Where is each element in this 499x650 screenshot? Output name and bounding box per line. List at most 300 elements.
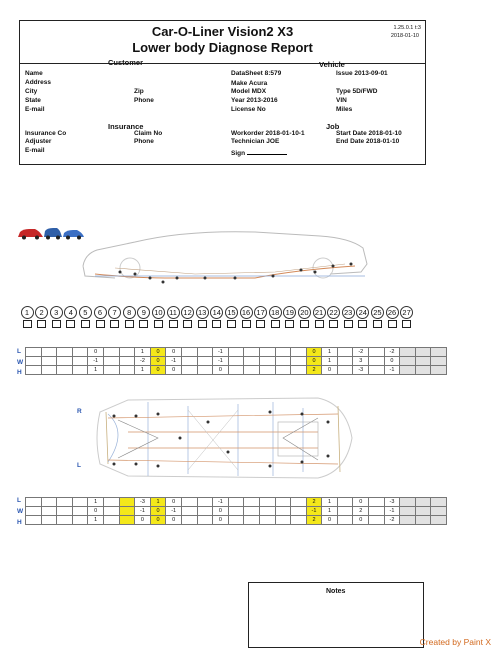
table-cell [415, 507, 431, 516]
table-cell [119, 498, 135, 507]
technician-field: Technician JOE [231, 138, 280, 145]
clamp-icon [298, 320, 310, 329]
table-cell: 0 [150, 507, 166, 516]
table-cell: -3 [353, 366, 369, 375]
point-number-4: 4 [64, 306, 77, 319]
issue-field: Issue 2013-09-01 [336, 70, 388, 77]
phone-label: Phone [134, 97, 154, 104]
table-cell [57, 507, 73, 516]
table-cell [291, 498, 307, 507]
table-cell [103, 348, 119, 357]
table-cell: 0 [135, 516, 151, 525]
table-cell [431, 498, 447, 507]
table-cell [228, 366, 244, 375]
clamp-icon [401, 320, 413, 329]
point-number-21: 21 [313, 306, 326, 319]
table-cell: 0 [306, 357, 322, 366]
table-cell: 0 [88, 348, 104, 357]
bottom-table-label-w: W [17, 508, 24, 515]
table-cell: -3 [135, 498, 151, 507]
watermark-text: Created by Paint X [419, 637, 491, 647]
top-table-label-h: H [17, 369, 22, 376]
table-cell: -1 [166, 507, 182, 516]
version-text: 1.25.0.1 t:3 [393, 25, 421, 31]
table-row [26, 366, 447, 375]
table-cell [103, 498, 119, 507]
point-number-6: 6 [94, 306, 107, 319]
table-row [26, 498, 447, 507]
table-cell: -2 [384, 516, 400, 525]
clamp-icon [167, 320, 179, 329]
point-number-18: 18 [269, 306, 282, 319]
make-field: Make Acura [231, 80, 268, 87]
table-cell [244, 348, 260, 357]
table-cell: 0 [150, 348, 166, 357]
table-cell [197, 516, 213, 525]
table-cell [26, 348, 42, 357]
table-cell [181, 507, 197, 516]
clamp-box [37, 320, 46, 328]
table-cell [431, 348, 447, 357]
table-cell: 0 [213, 507, 229, 516]
miles-field: Miles [336, 106, 353, 113]
table-cell [400, 348, 416, 357]
clamp-box [169, 320, 178, 328]
clamp-box [344, 320, 353, 328]
table-cell [103, 366, 119, 375]
table-cell [275, 498, 291, 507]
table-cell [275, 516, 291, 525]
table-cell: -1 [213, 498, 229, 507]
sign-label: Sign [231, 150, 246, 157]
table-cell [400, 516, 416, 525]
point-number-22: 22 [327, 306, 340, 319]
table-cell [57, 498, 73, 507]
table-cell [41, 498, 57, 507]
table-cell: -1 [166, 357, 182, 366]
clamp-icon [211, 320, 223, 329]
signature-line [247, 148, 287, 155]
point-number-17: 17 [254, 306, 267, 319]
table-cell [181, 516, 197, 525]
clamp-box [154, 320, 163, 328]
table-cell [228, 348, 244, 357]
clamp-box [271, 320, 280, 328]
clamp-box [183, 320, 192, 328]
clamp-icon [255, 320, 267, 329]
table-cell [415, 516, 431, 525]
table-cell: -2 [353, 348, 369, 357]
table-cell: 0 [166, 366, 182, 375]
clamp-box [52, 320, 61, 328]
clamp-box [285, 320, 294, 328]
type-field: Type 5D/FWD [336, 88, 378, 95]
table-cell [103, 516, 119, 525]
point-number-20: 20 [298, 306, 311, 319]
table-cell: 1 [88, 498, 104, 507]
table-cell [181, 348, 197, 357]
table-cell [337, 366, 353, 375]
table-cell [72, 516, 88, 525]
table-cell: 0 [213, 366, 229, 375]
vehicle-section-title: Vehicle [319, 60, 345, 69]
left-side-label: L [77, 462, 81, 469]
table-cell [228, 507, 244, 516]
clamp-box [212, 320, 221, 328]
side-view-graphic [75, 228, 375, 290]
table-cell [259, 357, 275, 366]
table-cell [41, 348, 57, 357]
table-cell [197, 498, 213, 507]
table-cell [400, 357, 416, 366]
table-cell [41, 516, 57, 525]
clamp-box [23, 320, 32, 328]
point-number-16: 16 [240, 306, 253, 319]
table-row [26, 516, 447, 525]
table-cell [26, 507, 42, 516]
end-date-field: End Date 2018-01-10 [336, 138, 400, 145]
table-cell [119, 348, 135, 357]
table-cell: 1 [135, 348, 151, 357]
table-cell [259, 366, 275, 375]
clamp-icon [65, 320, 77, 329]
table-cell: 0 [353, 516, 369, 525]
side-view-diagram [75, 228, 375, 290]
point-number-3: 3 [50, 306, 63, 319]
underbody-diagram [88, 392, 358, 484]
clamp-icon [79, 320, 91, 329]
table-cell [103, 357, 119, 366]
point-number-9: 9 [137, 306, 150, 319]
table-cell: 3 [353, 357, 369, 366]
table-cell: 1 [322, 348, 338, 357]
table-cell: 1 [88, 366, 104, 375]
table-cell [415, 498, 431, 507]
clamp-box [373, 320, 382, 328]
clamp-icon [342, 320, 354, 329]
state-label: State [25, 97, 41, 104]
table-cell: 1 [88, 516, 104, 525]
table-cell [244, 366, 260, 375]
table-cell [26, 366, 42, 375]
sign-field [231, 148, 287, 158]
table-cell [72, 507, 88, 516]
table-cell [431, 366, 447, 375]
job-section-title: Job [326, 122, 340, 131]
table-cell [181, 498, 197, 507]
model-field: Model MDX [231, 88, 267, 95]
bottom-measurement-table [25, 497, 447, 525]
name-label: Name [25, 70, 43, 77]
measurement-points-row [0, 306, 499, 336]
table-cell: 0 [384, 357, 400, 366]
table-cell [369, 348, 385, 357]
point-number-19: 19 [283, 306, 296, 319]
clamp-icon [196, 320, 208, 329]
table-cell [337, 348, 353, 357]
table-cell [415, 348, 431, 357]
table-cell: 1 [322, 357, 338, 366]
point-number-10: 10 [152, 306, 165, 319]
top-table-label-w: W [17, 359, 24, 366]
clamp-icon [123, 320, 135, 329]
point-number-26: 26 [386, 306, 399, 319]
clamp-box [66, 320, 75, 328]
table-cell: 0 [322, 366, 338, 375]
table-cell [57, 516, 73, 525]
table-cell [369, 516, 385, 525]
report-header [19, 20, 426, 64]
table-cell [400, 366, 416, 375]
clamp-icon [225, 320, 237, 329]
table-cell: 0 [88, 507, 104, 516]
table-cell: -1 [88, 357, 104, 366]
point-number-27: 27 [400, 306, 413, 319]
bottom-table-label-l: L [17, 497, 21, 504]
clamp-icon [94, 320, 106, 329]
underbody-graphic [88, 392, 358, 484]
table-cell [415, 357, 431, 366]
table-cell [337, 357, 353, 366]
info-panel [19, 58, 426, 165]
clamp-box [139, 320, 148, 328]
clamp-box [125, 320, 134, 328]
table-cell [26, 498, 42, 507]
table-cell: -2 [135, 357, 151, 366]
table-cell [228, 516, 244, 525]
clamp-icon [21, 320, 33, 329]
clamp-box [256, 320, 265, 328]
table-cell: 2 [306, 498, 322, 507]
clamp-icon [36, 320, 48, 329]
point-number-2: 2 [35, 306, 48, 319]
table-cell: 1 [150, 498, 166, 507]
notes-label: Notes [326, 588, 346, 595]
table-cell [244, 507, 260, 516]
table-cell [197, 507, 213, 516]
clamp-box [242, 320, 251, 328]
city-label: City [25, 88, 38, 95]
clamp-icon [240, 320, 252, 329]
table-cell [400, 507, 416, 516]
table-cell [337, 516, 353, 525]
table-cell: -1 [306, 507, 322, 516]
table-cell [72, 357, 88, 366]
table-row [26, 348, 447, 357]
table-cell [431, 516, 447, 525]
table-cell [26, 516, 42, 525]
table-cell [181, 366, 197, 375]
table-cell: 0 [150, 366, 166, 375]
table-cell [259, 348, 275, 357]
table-cell: -2 [384, 348, 400, 357]
table-cell [119, 507, 135, 516]
table-cell [41, 366, 57, 375]
insurance-email-label: E-mail [25, 147, 45, 154]
table-cell [244, 498, 260, 507]
table-cell: 0 [150, 516, 166, 525]
table-cell: 0 [306, 348, 322, 357]
table-cell: 0 [322, 516, 338, 525]
zip-label: Zip [134, 88, 144, 95]
year-field: Year 2013-2016 [231, 97, 278, 104]
table-cell: 1 [322, 507, 338, 516]
header-date: 2018-01-10 [390, 33, 419, 39]
table-cell: 1 [322, 498, 338, 507]
clamp-box [227, 320, 236, 328]
clamp-box [402, 320, 411, 328]
insurance-co-label: Insurance Co [25, 130, 67, 137]
clamp-icon [371, 320, 383, 329]
table-cell [415, 366, 431, 375]
vin-field: VIN [336, 97, 347, 104]
table-cell [431, 507, 447, 516]
start-date-field: Start Date 2018-01-10 [336, 130, 402, 137]
table-cell: 0 [166, 348, 182, 357]
table-cell [400, 498, 416, 507]
table-cell [197, 357, 213, 366]
table-cell [275, 348, 291, 357]
clamp-icon [313, 320, 325, 329]
top-measurement-table [25, 347, 447, 375]
table-cell [72, 366, 88, 375]
clamp-box [300, 320, 309, 328]
table-cell [72, 348, 88, 357]
point-number-13: 13 [196, 306, 209, 319]
point-number-15: 15 [225, 306, 238, 319]
table-row [26, 507, 447, 516]
table-cell [275, 507, 291, 516]
table-cell [119, 357, 135, 366]
table-cell [57, 366, 73, 375]
adjuster-label: Adjuster [25, 138, 52, 145]
table-cell [291, 516, 307, 525]
table-cell [244, 516, 260, 525]
table-cell [369, 366, 385, 375]
table-cell [228, 498, 244, 507]
table-cell [291, 357, 307, 366]
report-title: Car-O-Liner Vision2 X3 [151, 24, 294, 39]
table-cell [337, 498, 353, 507]
table-cell [369, 507, 385, 516]
clamp-box [358, 320, 367, 328]
table-cell [228, 357, 244, 366]
table-cell [197, 366, 213, 375]
email-label: E-mail [25, 106, 45, 113]
point-number-23: 23 [342, 306, 355, 319]
point-number-25: 25 [371, 306, 384, 319]
table-cell [181, 357, 197, 366]
table-cell [103, 507, 119, 516]
point-number-24: 24 [356, 306, 369, 319]
table-cell: 2 [306, 516, 322, 525]
clamp-icon [386, 320, 398, 329]
right-side-label: R [77, 408, 82, 415]
table-cell [291, 348, 307, 357]
clamp-box [81, 320, 90, 328]
clamp-icon [328, 320, 340, 329]
license-field: License No [231, 106, 266, 113]
point-number-11: 11 [167, 306, 180, 319]
insurance-section-title: Insurance [108, 122, 144, 131]
table-cell [259, 516, 275, 525]
point-number-1: 1 [21, 306, 34, 319]
table-cell [259, 498, 275, 507]
clamp-icon [138, 320, 150, 329]
claim-label: Claim No [134, 130, 163, 137]
table-cell: 0 [213, 516, 229, 525]
table-cell: -1 [384, 507, 400, 516]
table-cell: 2 [353, 507, 369, 516]
point-number-12: 12 [181, 306, 194, 319]
table-cell [369, 498, 385, 507]
table-cell [119, 516, 135, 525]
table-cell: -1 [135, 507, 151, 516]
insurance-phone-label: Phone [134, 138, 154, 145]
clamp-icon [357, 320, 369, 329]
table-cell [41, 507, 57, 516]
clamp-icon [109, 320, 121, 329]
table-cell [275, 357, 291, 366]
point-number-7: 7 [108, 306, 121, 319]
table-cell [291, 366, 307, 375]
clamp-box [388, 320, 397, 328]
point-number-14: 14 [210, 306, 223, 319]
table-cell: 0 [166, 516, 182, 525]
address-label: Address [25, 79, 52, 86]
table-cell [26, 357, 42, 366]
table-cell: -1 [213, 357, 229, 366]
workorder-field: Workorder 2018-01-10-1 [231, 130, 305, 137]
clamp-icon [50, 320, 62, 329]
table-cell [291, 507, 307, 516]
table-cell [197, 348, 213, 357]
table-cell [72, 498, 88, 507]
clamp-icon [284, 320, 296, 329]
table-cell [57, 357, 73, 366]
clamp-box [198, 320, 207, 328]
table-cell: 2 [306, 366, 322, 375]
notes-box [248, 582, 424, 648]
table-cell: 0 [353, 498, 369, 507]
table-cell: 0 [150, 357, 166, 366]
clamp-box [315, 320, 324, 328]
table-cell: -3 [384, 498, 400, 507]
clamp-icon [269, 320, 281, 329]
point-number-5: 5 [79, 306, 92, 319]
table-row [26, 357, 447, 366]
table-cell [244, 357, 260, 366]
table-cell [259, 507, 275, 516]
report-subtitle: Lower body Diagnose Report [132, 40, 313, 55]
table-cell [57, 348, 73, 357]
table-cell [119, 366, 135, 375]
table-cell: -1 [384, 366, 400, 375]
clamp-box [329, 320, 338, 328]
table-cell: -1 [213, 348, 229, 357]
table-cell: 0 [166, 498, 182, 507]
clamp-icon [152, 320, 164, 329]
clamp-box [110, 320, 119, 328]
table-cell [431, 357, 447, 366]
customer-section-title: Customer [108, 58, 144, 67]
top-table-label-l: L [17, 348, 21, 355]
datasheet-field: DataSheet 8:579 [231, 70, 282, 77]
table-cell [41, 357, 57, 366]
point-number-8: 8 [123, 306, 136, 319]
clamp-box [96, 320, 105, 328]
table-cell [337, 507, 353, 516]
